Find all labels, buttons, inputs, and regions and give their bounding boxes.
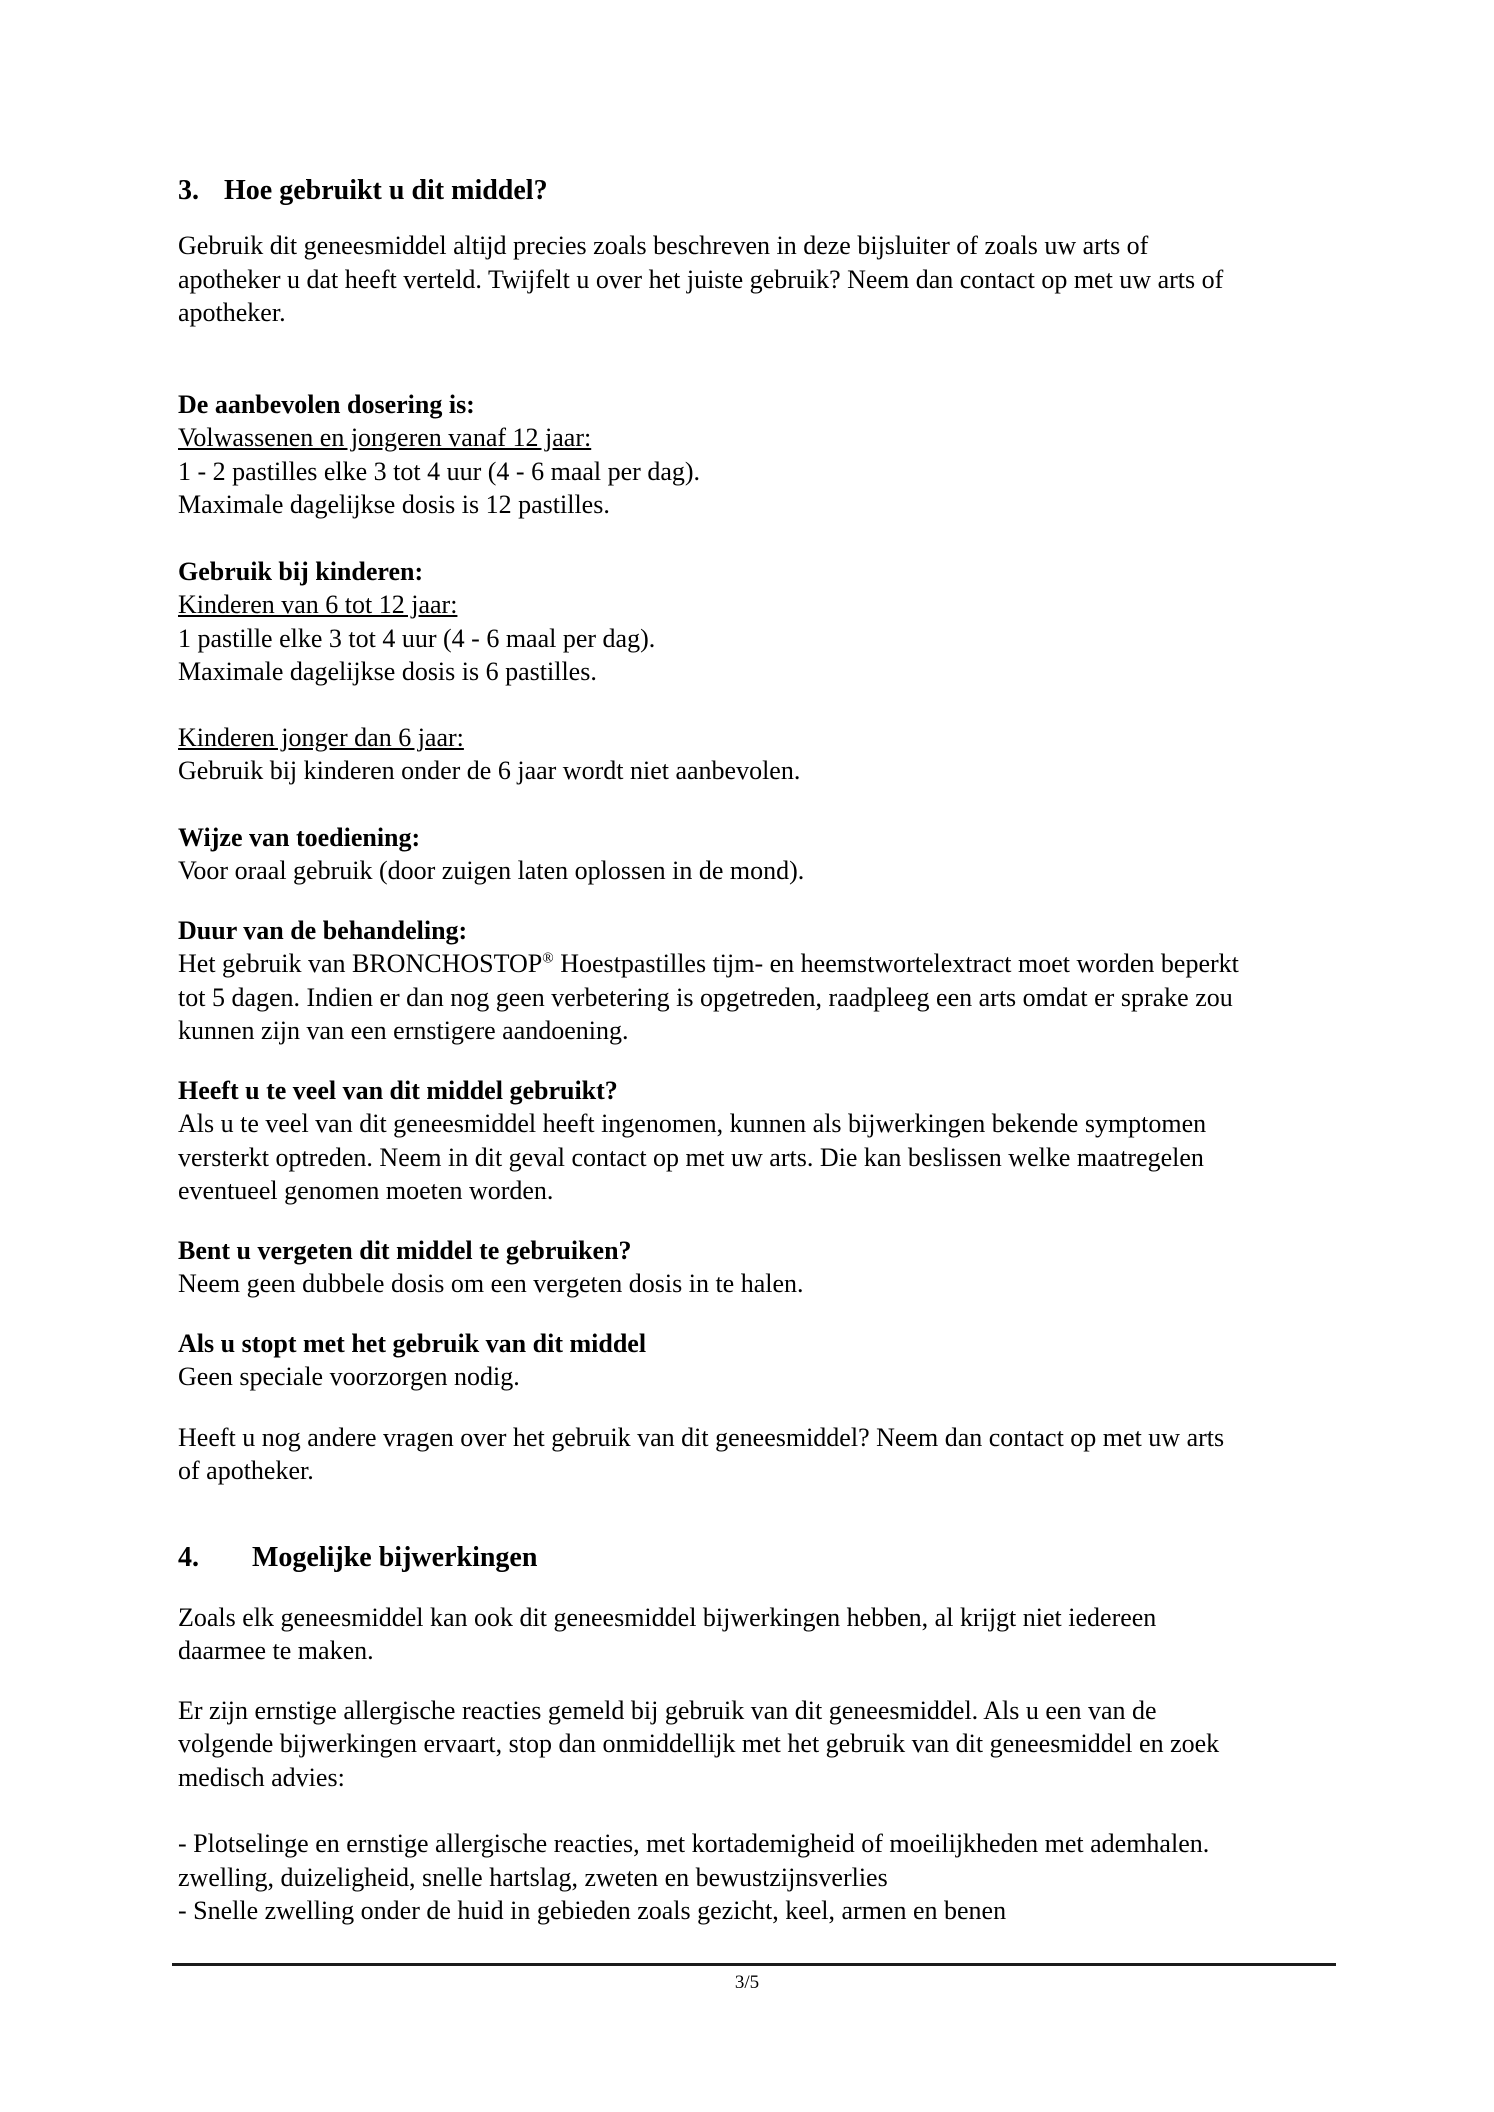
paragraph-line: Zoals elk geneesmiddel kan ook dit geneesmiddel bijwerkingen hebben, al krijgt niet iedereen [178,1602,1157,1632]
under6-text: Gebruik bij kinderen onder de 6 jaar wordt niet aanbevolen. [178,756,801,785]
paragraph-line: versterkt optreden. Neem in dit geval contact op met uw arts. Die kan beslissen welke maatregelen [178,1142,1204,1172]
paragraph-line: eventueel genomen moeten worden. [178,1176,554,1205]
stop-heading: Als u stopt met het gebruik van dit middel [178,1328,647,1358]
adults-label: Volwassenen en jongeren vanaf 12 jaar: [178,423,592,452]
side-effects-list [178,1827,1340,1928]
overdose-heading: Heeft u te veel van dit middel gebruikt? [178,1075,618,1105]
duration-block [178,914,1340,1048]
duration-line-2: tot 5 dagen. Indien er dan nog geen verbetering is opgetreden, raadpleeg een arts omdat er sprake zou [178,982,1233,1012]
under6-label-line [178,721,1340,755]
paragraph-line: apotheker u dat heeft verteld. Twijfelt u over het juiste gebruik? Neem dan contact op met uw arts of [178,264,1224,294]
missed-dose-heading: Bent u vergeten dit middel te gebruiken? [178,1235,632,1265]
section-3-number: 3. [178,175,199,206]
children-block [178,555,1340,689]
overdose-block [178,1074,1340,1208]
duration-text-before-reg: Het gebruik van BRONCHOSTOP [178,949,543,978]
missed-dose-text: Neem geen dubbele dosis om een vergeten dosis in te halen. [178,1269,804,1298]
paragraph-line: apotheker. [178,298,286,327]
paragraph-line: volgende bijwerkingen ervaart, stop dan onmiddellijk met het gebruik van dit geneesmiddel en zoek [178,1729,1220,1758]
child6to12-dose: 1 pastille elke 3 tot 4 uur (4 - 6 maal per dag). [178,623,656,653]
dosing-heading: De aanbevolen dosering is: [178,389,475,419]
paragraph-line: medisch advies: [178,1762,345,1792]
paragraph-line: Als u te veel van dit geneesmiddel heeft ingenomen, kunnen als bijwerkingen bekende symptomen [178,1109,1207,1138]
side-effect-line: - Plotselinge en ernstige allergische reacties, met kortademigheid of moeilijkheden met ademhalen. [178,1829,1210,1858]
section-3-title: Hoe gebruikt u dit middel? [224,175,548,206]
duration-line-1 [178,947,1340,981]
duration-heading: Duur van de behandeling: [178,915,468,945]
child6to12-max: Maximale dagelijkse dosis is 6 pastilles. [178,657,597,686]
adults-max: Maximale dagelijkse dosis is 12 pastilles. [178,490,610,519]
missed-dose-block [178,1234,1340,1301]
side-effect-line: zwelling, duizeligheid, snelle hartslag, zweten en bewustzijnsverlies [178,1862,888,1892]
section-3-intro-paragraph [178,229,1340,330]
administration-heading: Wijze van toediening: [178,822,421,852]
duration-line-3: kunnen zijn van een ernstigere aandoening. [178,1016,629,1045]
registered-trademark-symbol: ® [542,950,554,967]
footer-rule [172,1963,1336,1966]
paragraph-line: Gebruik dit geneesmiddel altijd precies zoals beschreven in deze bijsluiter of zoals uw arts of [178,231,1149,260]
section-4-title: Mogelijke bijwerkingen [252,1541,538,1573]
child6to12-label-line [178,588,1340,622]
administration-text: Voor oraal gebruik (door zuigen laten oplossen in de mond). [178,856,805,885]
adults-dose: 1 - 2 pastilles elke 3 tot 4 uur (4 - 6 maal per dag). [178,456,701,486]
allergy-warning-paragraph [178,1694,1340,1795]
paragraph-line: Er zijn ernstige allergische reacties gemeld bij gebruik van dit geneesmiddel. Als u een van de [178,1695,1157,1725]
child6to12-label: Kinderen van 6 tot 12 jaar: [178,590,458,619]
under6-block [178,721,1340,788]
under6-label: Kinderen jonger dan 6 jaar: [178,722,464,752]
children-heading: Gebruik bij kinderen: [178,556,424,586]
closing-paragraph [178,1421,1340,1488]
administration-block [178,821,1340,888]
duration-text-after-reg: Hoestpastilles tijm- en heemstwortelextract moet worden beperkt [553,949,1239,978]
adults-label-line [178,421,1340,455]
page-content [178,174,1340,1928]
section-3-heading [178,174,1340,208]
section-4-number: 4. [178,1541,199,1573]
paragraph-line: of apotheker. [178,1456,314,1485]
dosing-block [178,388,1340,522]
stop-block [178,1327,1340,1394]
paragraph-line: Heeft u nog andere vragen over het gebruik van dit geneesmiddel? Neem dan contact op met uw arts [178,1422,1225,1452]
paragraph-line: daarmee te maken. [178,1636,374,1665]
section-4-intro-paragraph [178,1601,1340,1668]
page-number: 3/5 [734,1972,760,1993]
stop-text: Geen speciale voorzorgen nodig. [178,1362,520,1391]
section-4-heading [178,1541,1340,1575]
side-effect-line: - Snelle zwelling onder de huid in gebieden zoals gezicht, keel, armen en benen [178,1896,1007,1925]
